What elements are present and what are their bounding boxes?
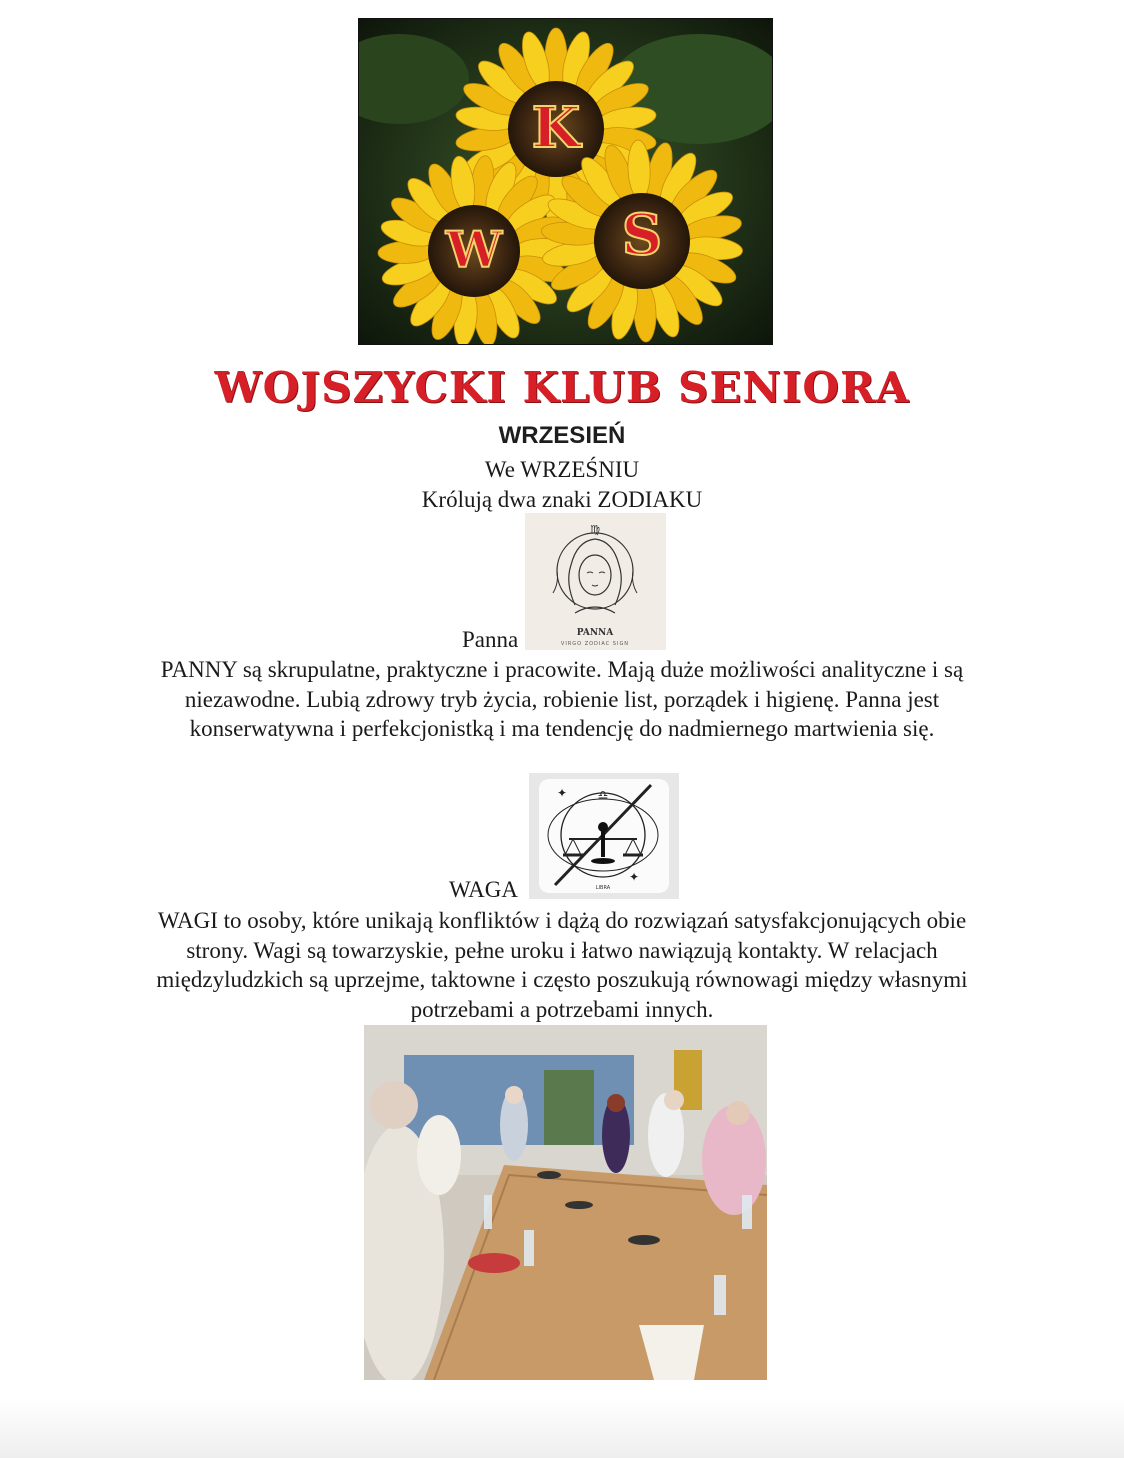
svg-text:LIBRA: LIBRA (595, 885, 611, 891)
virgo-image (525, 513, 666, 650)
kws-logo (358, 18, 773, 345)
sunflower-graphic (359, 19, 772, 344)
logo-letter-w: W (445, 220, 503, 279)
svg-text:VIRGO ZODIAC SIGN: VIRGO ZODIAC SIGN (560, 641, 630, 647)
meeting-photo (364, 1025, 767, 1380)
club-title: WOJSZYCKI KLUB SENIORA (214, 363, 910, 412)
meeting-room-photo (364, 1025, 767, 1380)
logo-letter-k: K (531, 95, 581, 161)
page-bottom-edge (0, 1398, 1124, 1458)
svg-text:♍: ♍ (590, 523, 600, 536)
virgo-description: PANNY są skrupulatne, praktyczne i pracowite. Mają duże możliwości analityczne i są niezawodne. Lubią zdrowy tryb życia, robienie list, porządek i higienę. Panna jest konserwatywna i perfekcjonistką i ma tendencję do nadmiernego martwienia się. (160, 657, 964, 741)
logo-letter-s: S (621, 202, 663, 268)
svg-text:PANNA: PANNA (576, 628, 614, 638)
virgo-label: Panna (462, 627, 519, 652)
svg-text:✦: ✦ (557, 786, 568, 800)
intro-line-1: We WRZEŚNIU (484, 457, 640, 482)
libra-image (529, 773, 679, 899)
virgo-woman-icon (525, 513, 666, 650)
svg-text:♎: ♎ (597, 788, 609, 802)
libra-scales-icon (529, 773, 679, 899)
libra-description: WAGI to osoby, które unikają konfliktów i dążą do rozwiązań satysfakcjonujących obie strony. Wagi są towarzyskie, pełne uroku i łatwo nawiązują kontakty. W relacjach międzyludzkich są uprzejme, taktowne i często poszukują równowagi między własnymi potrzebami a potrzebami innych. (156, 908, 968, 1022)
svg-text:✦: ✦ (629, 870, 640, 884)
libra-label: WAGA (449, 877, 518, 902)
month-heading: WRZESIEŃ (498, 422, 626, 449)
intro-line-2: Królują dwa znaki ZODIAKU (421, 487, 703, 512)
